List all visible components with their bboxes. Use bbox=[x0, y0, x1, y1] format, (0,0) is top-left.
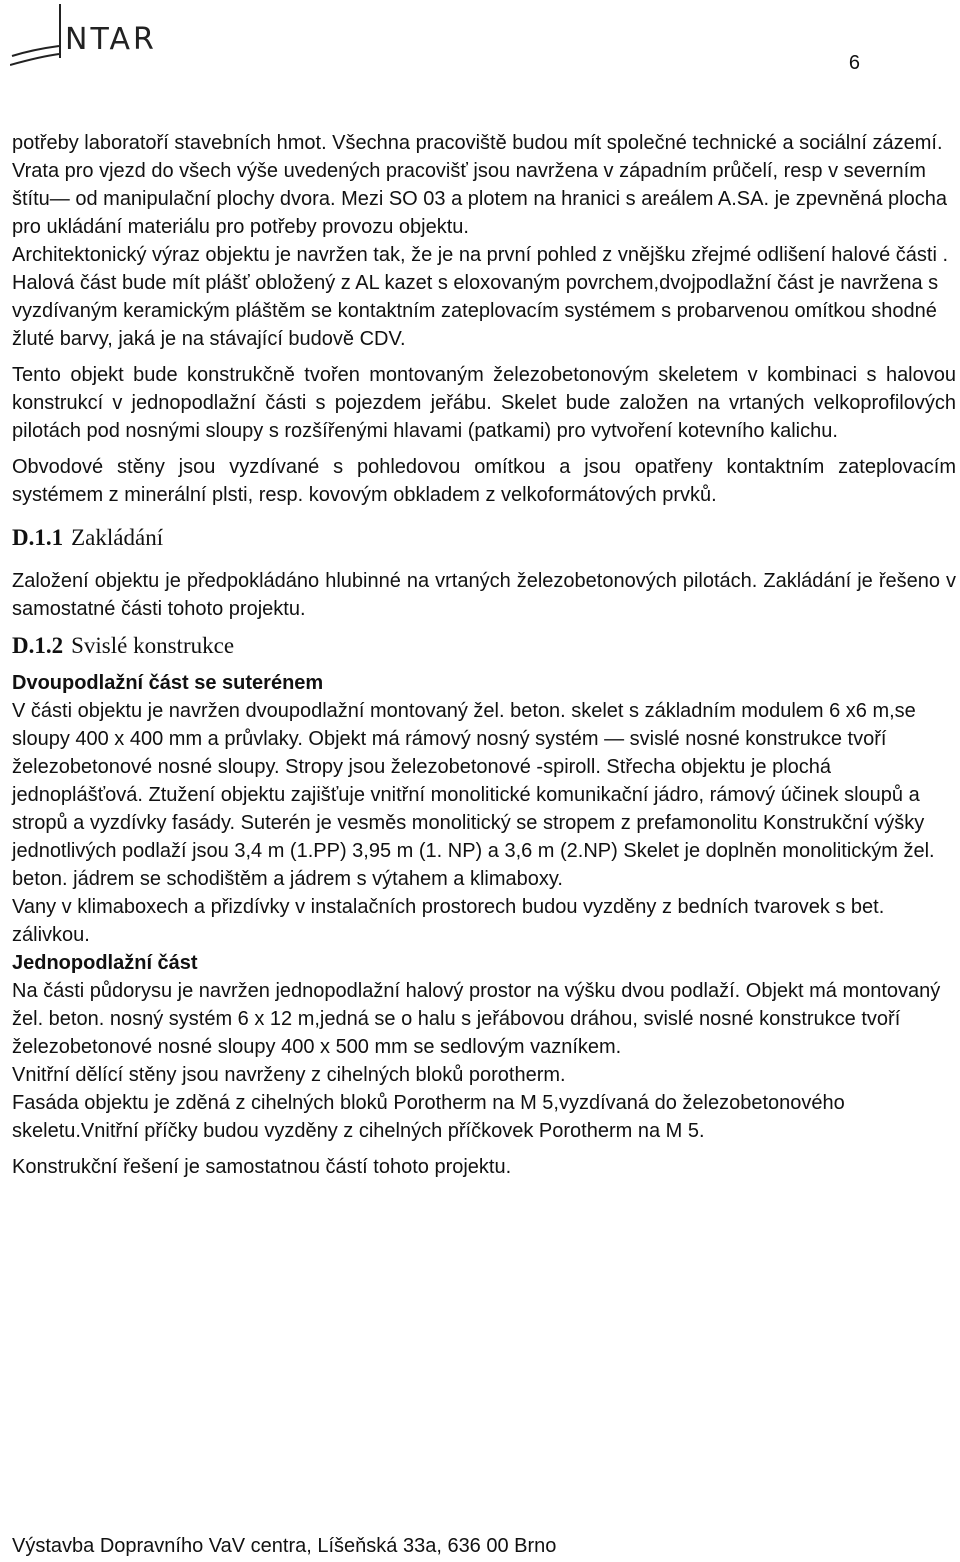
logo-text: NTAR bbox=[65, 22, 157, 57]
paragraph-structure: Tento objekt bude konstrukčně tvořen montovaným železobetonovým skeletem v kombinaci s halovou konstrukcí v jednopodlažní části s pojezdem jeřábu. Skelet bude založen na vrtaných velkoprofilových pilotách pod nosnými sloupy s rozšířenými hlavami (patkami) pro vytvoření kotevního kalichu. bbox=[12, 364, 956, 442]
intar-logo bbox=[10, 4, 180, 74]
paragraph-hall-cladding: Halová část bude mít plášť obložený z AL kazet s eloxovaným povrchem,dvojpodlažní část je navržena s vyzdívaným keramickým pláštěm se kontaktním zateplovacím systémem s probarvenou omítkou shodné žluté barvy, jaká je na stávající budově CDV. bbox=[12, 272, 939, 350]
document-body bbox=[12, 129, 956, 1181]
paragraph-partitions: Vnitřní dělící stěny jsou navrženy z cihelných bloků porotherm. bbox=[12, 1064, 566, 1086]
subheading-single-storey: Jednopodlažní část bbox=[12, 952, 198, 974]
page-footer: Výstavba Dopravního VaV centra, Líšeňská 33a, 636 00 Brno bbox=[12, 1535, 557, 1557]
section-number: D.1.2 bbox=[12, 633, 64, 658]
section-title: Zakládání bbox=[71, 525, 164, 550]
paragraph-structural-solution: Konstrukční řešení je samostatnou částí tohoto projektu. bbox=[12, 1156, 512, 1178]
paragraph-foundations: Založení objektu je předpokládáno hlubinné na vrtaných železobetonových pilotách. Zakládání je řešeno v samostatné části tohoto projektu. bbox=[12, 570, 956, 620]
paragraph-exterior-walls: Obvodové stěny jsou vyzdívané s pohledovou omítkou a jsou opatřeny kontaktním zateplovacím systémem z minerální plsti, resp. kovovým obkladem z velkoformátových prvků. bbox=[12, 456, 956, 506]
subheading-two-storey: Dvoupodlažní část se suterénem bbox=[12, 672, 324, 694]
paragraph-intro: potřeby laboratoří stavebních hmot. Všechna pracoviště budou mít společné technické a sociální zázemí. Vrata pro vjezd do všech výše uvedených pracovišť jsou navržena v západním průčelí, resp v severním štítu— od manipulační plochy dvora. Mezi SO 03 a plotem na hranici s areálem A.SA. je zpevněná plocha pro ukládání materiálu pro potřeby provozu objektu. bbox=[12, 132, 947, 238]
intar-logo-graphic bbox=[10, 4, 180, 74]
paragraph-climate-boxes: Vany v klimaboxech a přizdívky v instalačních prostorech budou vyzděny z bedních tvarovek s bet. zálivkou. bbox=[12, 896, 885, 946]
paragraph-two-storey: V části objektu je navržen dvoupodlažní montovaný žel. beton. skelet s základním modulem 6 x6 m,se sloupy 400 x 400 mm a průvlaky. Objekt má rámový nosný systém — svislé nosné konstrukce tvoří železobetonové nosné sloupy. Stropy jsou železobetonové -spiroll. Střecha objektu je plochá jednoplášťová. Ztužení objektu zajišťuje vnitřní monolitické komunikační jádro, rámový účinek sloupů a stropů a vyzdívky fasády. Suterén je vesměs monolitický se stropem z prefamonolitu Konstrukční výšky jednotlivých podlaží jsou 3,4 m (1.PP) 3,95 m (1. NP) a 3,6 m (2.NP) Skelet je doplněn monolitickým žel. beton. jádrem se schodištěm a jádrem s výtahem a klimaboxy. bbox=[12, 700, 935, 890]
paragraph-facade: Fasáda objektu je zděná z cihelných bloků Porotherm na M 5,vyzdívaná do železobetonového skeletu.Vnitřní příčky budou vyzděny z cihelných příčkovek Porotherm na M 5. bbox=[12, 1092, 845, 1142]
section-title: Svislé konstrukce bbox=[71, 633, 235, 658]
section-heading-vertical-structures bbox=[12, 631, 956, 661]
paragraph-architecture: Architektonický výraz objektu je navržen tak, že je na první pohled z vnějšku zřejmé odlišení halové části . bbox=[12, 244, 949, 266]
page-number: 6 bbox=[848, 52, 860, 74]
section-heading-foundations bbox=[12, 523, 956, 553]
section-number: D.1.1 bbox=[12, 525, 64, 550]
paragraph-single-storey: Na části půdorysu je navržen jednopodlažní halový prostor na výšku dvou podlaží. Objekt má montovaný žel. beton. nosný systém 6 x 12 m,jedná se o halu s jeřábovou dráhou, svislé nosné konstrukce tvoří železobetonové nosné sloupy 400 x 500 mm se sedlovým vazníkem. bbox=[12, 980, 941, 1058]
